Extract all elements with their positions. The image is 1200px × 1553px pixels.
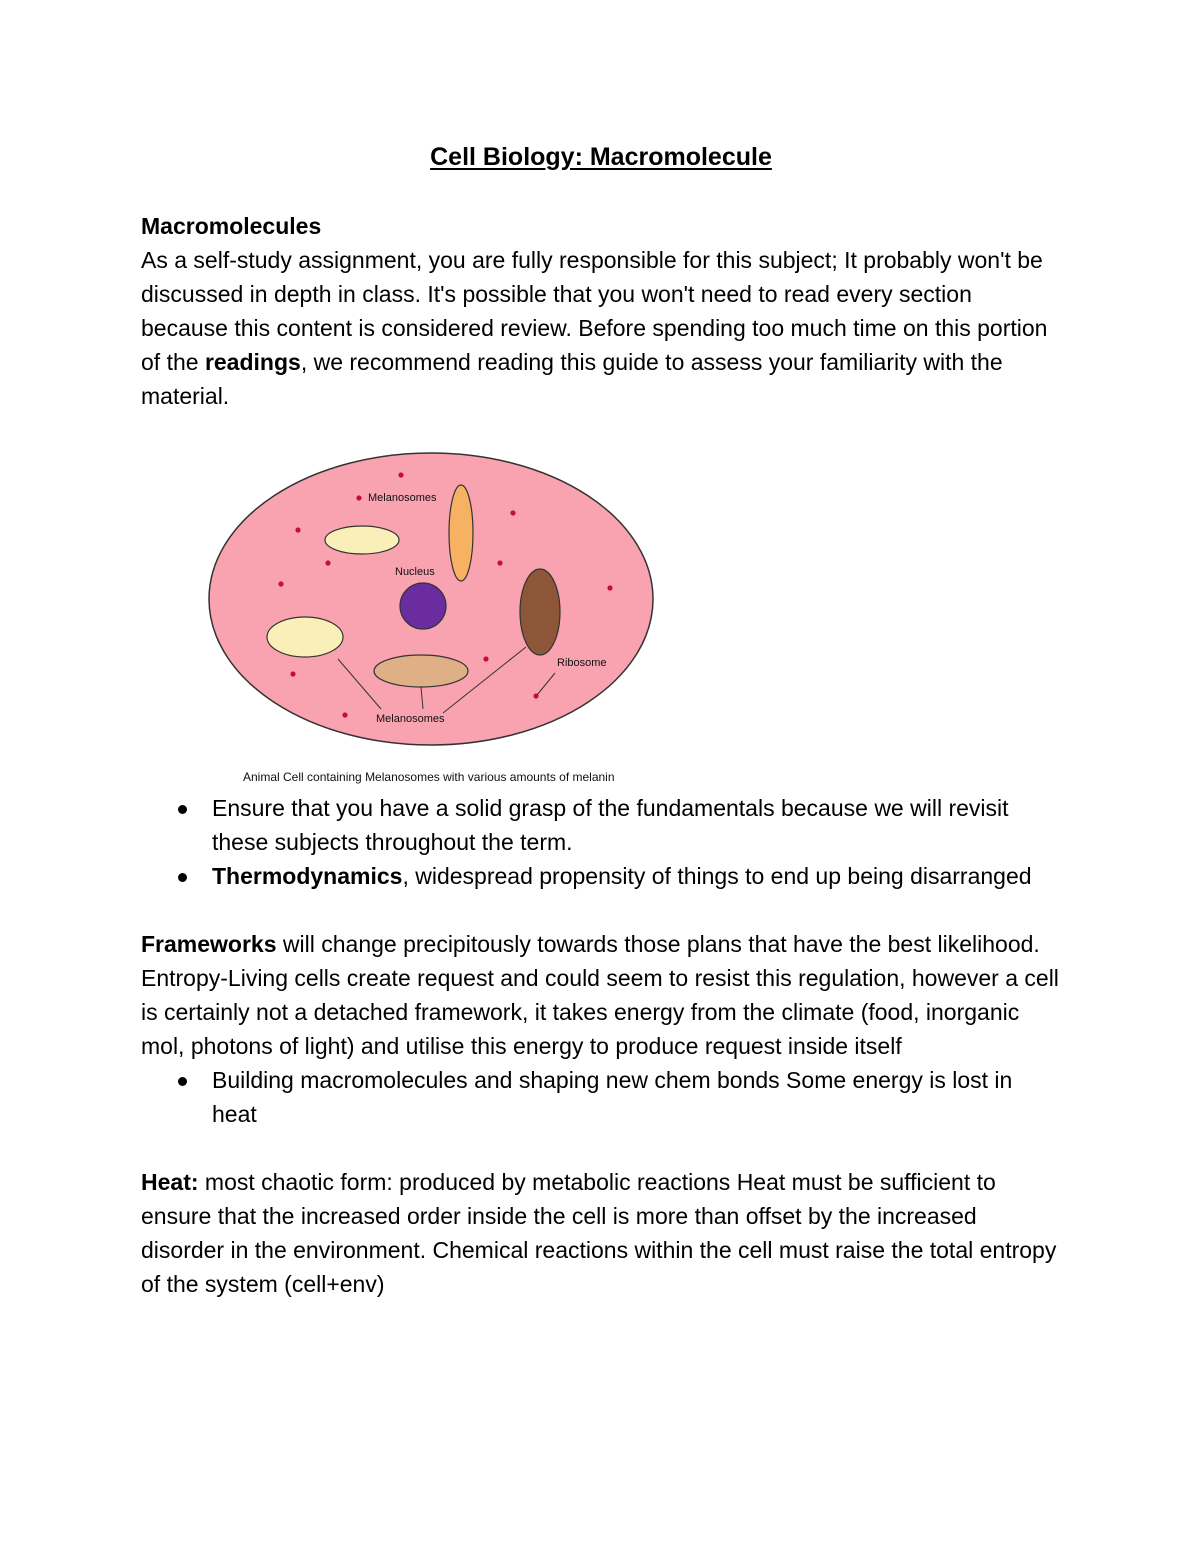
ribosome-dot	[607, 585, 612, 590]
pale-melanosome-large	[267, 617, 343, 657]
heat-paragraph	[141, 1165, 1061, 1301]
brown-melanosome	[520, 569, 560, 655]
ribosome-dot	[295, 527, 300, 532]
intro-bold: readings	[204, 349, 301, 375]
bullet-text: Ensure that you have a solid grasp of the fundamentals because we will revisit these subjects throughout the term.	[212, 795, 1009, 855]
list-item	[212, 791, 1061, 859]
intro-paragraph	[141, 243, 1061, 413]
ribosome-dot	[278, 581, 283, 586]
ribosome-dot	[483, 656, 488, 661]
nucleus	[400, 583, 446, 629]
frameworks-bold: Frameworks	[141, 931, 277, 957]
ribosome-dot	[290, 671, 295, 676]
ribosome-dot	[510, 510, 515, 515]
heat-bold: Heat:	[141, 1169, 199, 1195]
bullet-bold: Thermodynamics	[212, 863, 403, 889]
frameworks-text: will change precipitously towards those plans that have the best likelihood. Entropy-Living cells create request and could seem to resist this regulation, however a cell is certainly not a detached framework, it takes energy from the climate (food, inorganic mol, photons of light) and utilise this energy to produce request inside itself	[141, 931, 1059, 1059]
ribosome-dot	[342, 712, 347, 717]
bullet-icon	[178, 873, 187, 882]
ribosome-dot	[356, 495, 361, 500]
bullet-icon	[178, 1077, 187, 1086]
cell-diagram	[203, 451, 723, 791]
ribosome-dot	[325, 560, 330, 565]
bullet-list-2	[141, 1063, 1061, 1131]
frameworks-paragraph	[141, 927, 1061, 1063]
bullet-icon	[178, 805, 187, 814]
label-nucleus: Nucleus	[395, 566, 435, 578]
intro-text-1: As a self-study assignment, you are fully responsible for this subject; It probably won't be discussed in depth in class. It's possible that you won't need to read every section because this content is considered review. Before spending too much time on this portion of the	[141, 247, 1048, 375]
label-ribosome: Ribosome	[557, 657, 607, 669]
orange-melanosome	[449, 485, 473, 581]
pale-melanosome-small	[325, 526, 399, 554]
bullet-text: Building macromolecules and shaping new chem bonds Some energy is lost in heat	[212, 1067, 1013, 1127]
list-item	[212, 859, 1061, 893]
page-title: Cell Biology: Macromolecule	[430, 143, 772, 171]
tan-melanosome	[374, 655, 468, 687]
ribosome-dot	[497, 560, 502, 565]
list-item	[212, 1063, 1061, 1131]
figure-caption: Animal Cell containing Melanosomes with various amounts of melanin	[243, 770, 615, 784]
ribosome-dot	[398, 472, 403, 477]
section-heading: Macromolecules	[141, 213, 322, 239]
document-page	[141, 138, 1061, 1301]
label-melanosomes-bottom: Melanosomes	[376, 713, 445, 725]
label-melanosomes-top: Melanosomes	[368, 492, 437, 504]
cell-diagram-svg	[203, 451, 723, 791]
bullet-text: , widespread propensity of things to end up being disarranged	[402, 863, 1032, 889]
intro-text-2: , we recommend reading this guide to assess your familiarity with the material.	[141, 349, 1003, 409]
heat-text: most chaotic form: produced by metabolic reactions Heat must be sufficient to ensure that the increased order inside the cell is more than offset by the increased disorder in the environment. Chemical reactions within the cell must raise the total entropy of the system (cell+env)	[141, 1169, 1057, 1297]
bullet-list-1	[141, 791, 1061, 893]
